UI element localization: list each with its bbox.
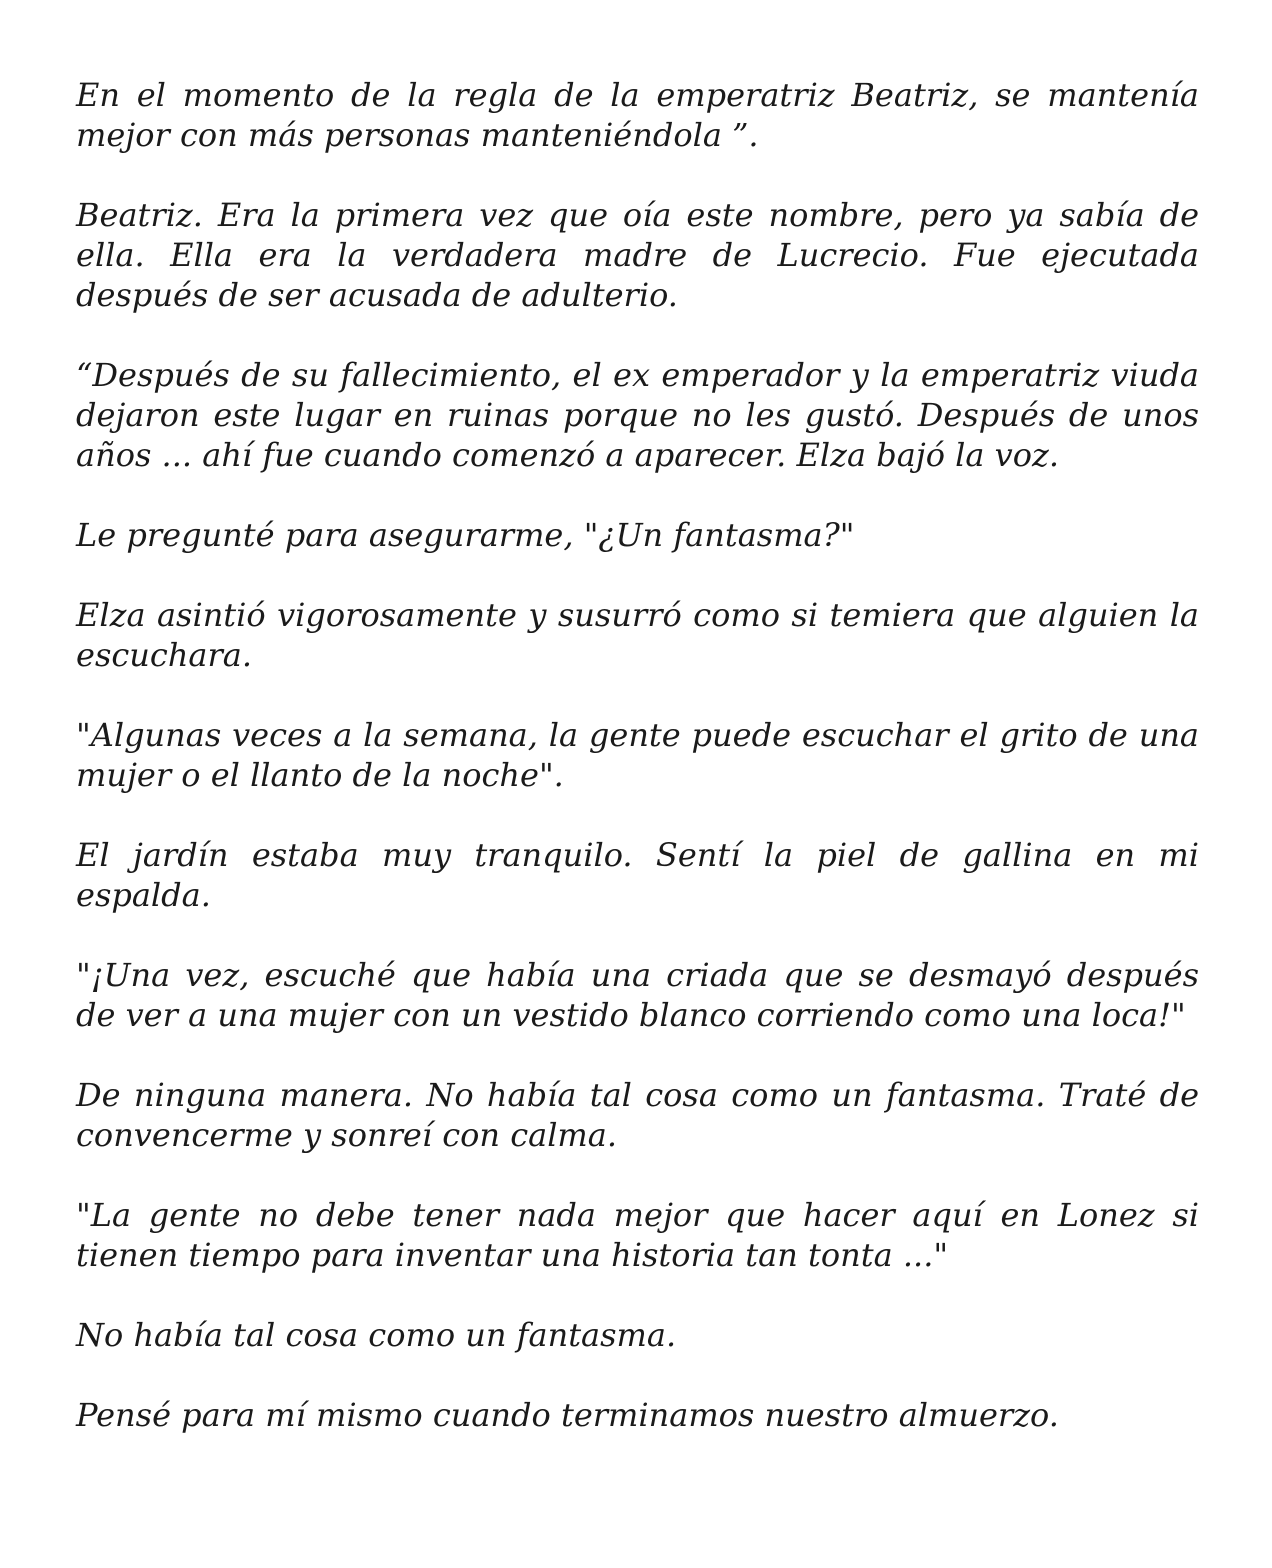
- paragraph-7: El jardín estaba muy tranquilo. Sentí la piel de gallina en mi espalda.: [76, 836, 1199, 914]
- paragraph-11: No había tal cosa como un fantasma.: [76, 1316, 677, 1354]
- paragraph-4: Le pregunté para asegurarme, "¿Un fantasma?": [76, 516, 855, 554]
- paragraph-2: Beatriz. Era la primera vez que oía este nombre, pero ya sabía de ella. Ella era la verdadera madre de Lucrecio. Fue ejecutada después de ser acusada de adulterio.: [76, 196, 1199, 314]
- paragraph-9: De ninguna manera. No había tal cosa como un fantasma. Traté de convencerme y sonreí con calma.: [76, 1076, 1199, 1154]
- paragraph-10: "La gente no debe tener nada mejor que hacer aquí en Lonez si tienen tiempo para inventar una historia tan tonta ...": [76, 1196, 1199, 1274]
- paragraph-1: En el momento de la regla de la emperatriz Beatriz, se mantenía mejor con más personas manteniéndola ”.: [76, 76, 1199, 154]
- paragraph-12: Pensé para mí mismo cuando terminamos nuestro almuerzo.: [76, 1396, 1059, 1434]
- paragraph-8: "¡Una vez, escuché que había una criada que se desmayó después de ver a una mujer con un vestido blanco corriendo como una loca!": [76, 956, 1199, 1034]
- paragraph-6: "Algunas veces a la semana, la gente puede escuchar el grito de una mujer o el llanto de la noche".: [76, 716, 1199, 794]
- paragraph-3: “Después de su fallecimiento, el ex emperador y la emperatriz viuda dejaron este lugar en ruinas porque no les gustó. Después de unos años ... ahí fue cuando comenzó a aparecer. Elza bajó la voz.: [76, 356, 1199, 474]
- paragraph-5: Elza asintió vigorosamente y susurró como si temiera que alguien la escuchara.: [76, 596, 1199, 674]
- document-page: [76, 75, 1199, 1435]
